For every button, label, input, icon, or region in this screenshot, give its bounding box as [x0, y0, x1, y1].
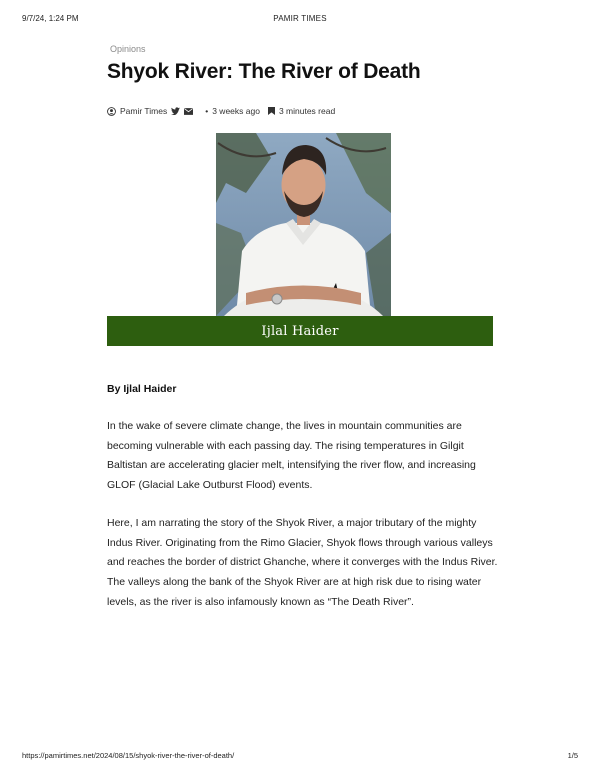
print-url: https://pamirtimes.net/2024/08/15/shyok-river-the-river-of-death/: [22, 751, 235, 760]
article-title: Shyok River: The River of Death: [107, 60, 421, 83]
paragraph-2: Here, I am narrating the story of the Shyok River, a major tributary of the mighty Indus River. Originating from the Rimo Glacier, Shyok flows through various valleys and reaches the border of district Ghanche, where it converges with the Indus River. The valleys along the bank of the Shyok River are at high risk due to rising water levels, as the river is also infamously known as “The Death River”.: [107, 517, 498, 608]
print-header: [22, 14, 578, 26]
author-link[interactable]: Pamir Times: [120, 106, 168, 116]
author-caption-bar: [107, 316, 493, 346]
print-datetime: 9/7/24, 1:24 PM: [22, 14, 79, 23]
envelope-icon[interactable]: [184, 108, 193, 115]
user-circle-icon: [107, 107, 116, 116]
read-time: 3 minutes read: [278, 106, 336, 116]
print-site-name: PAMIR TIMES: [273, 14, 327, 23]
twitter-icon[interactable]: [171, 107, 180, 115]
meta-bullet: •: [205, 106, 209, 116]
print-page-number: 1/5: [567, 751, 578, 760]
article-byline: By Ijlal Haider: [107, 383, 177, 395]
article-meta: [107, 104, 335, 118]
print-footer: [22, 751, 578, 763]
category-link[interactable]: Opinions: [110, 44, 146, 54]
paragraph-1: In the wake of severe climate change, the lives in mountain communities are becoming vulnerable with each passing day. The rising temperatures in Gilgit Baltistan are accelerating glacier melt, intensifying the river flow, and increasing GLOF (Glacial Lake Outburst Flood) events.: [107, 420, 476, 492]
author-caption-name: Ijlal Haider: [261, 323, 339, 339]
published-time: 3 weeks ago: [212, 106, 260, 116]
bookmark-icon: [268, 107, 275, 115]
author-photo: [216, 133, 391, 316]
